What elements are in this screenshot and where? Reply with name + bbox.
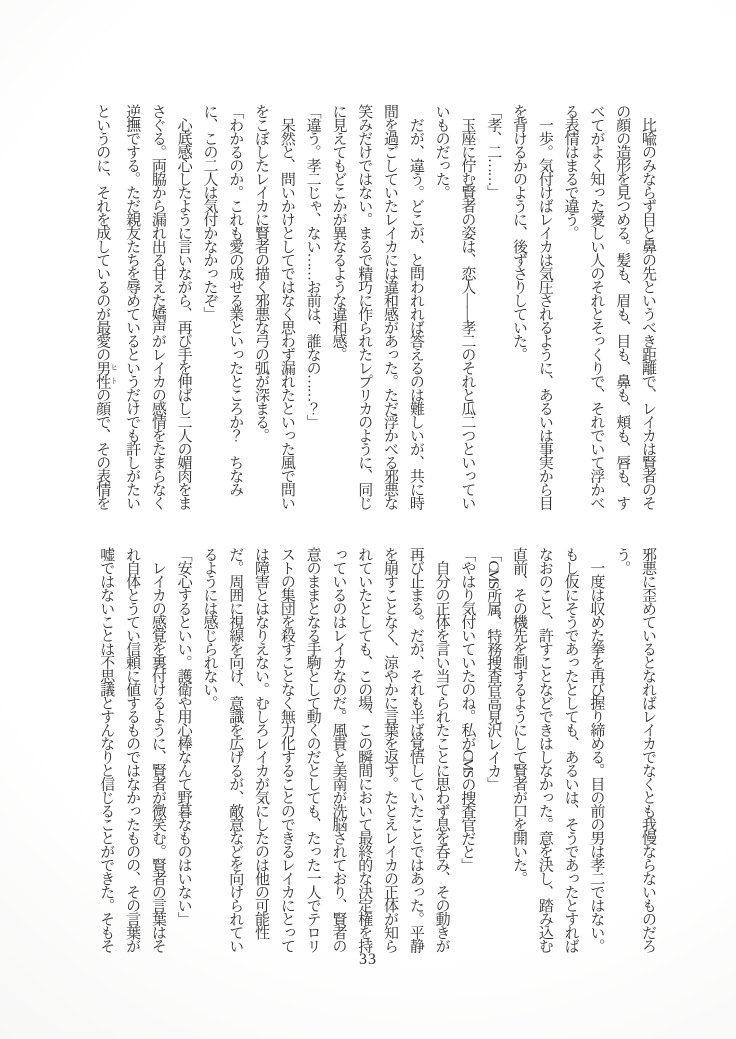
text-line: っているのはレイカなのだ。風貴と美南が洗脳されており、賢者の <box>330 547 347 952</box>
text-line: 「やはり気付いていたのね。私がCMSの捜査官だと」 <box>459 547 476 872</box>
ruby-annotation: 男性 ヒト <box>94 360 119 388</box>
text-line: を背けるかのように、後ずさりしていた。 <box>511 104 528 361</box>
text-line: 意のままとなる手駒として動くのだとしても、たった一人でテロリ <box>304 547 321 952</box>
text-line: なおのこと、許すことなどできはしなかった。意を決し、踏み込む <box>536 547 553 952</box>
text-line: 比喩のみならず目と鼻の先というべき距離で、レイカは賢者のそ <box>640 104 656 509</box>
text-line: れていたとしても、この場、この瞬間において最終的な決定権を持 <box>356 547 373 952</box>
text-line: 邪悪に歪めているとなればレイカでなくとも我慢ならないものだろ <box>640 547 656 952</box>
text-line: 直前、その機先を制するようにして賢者が口を開いた。 <box>511 547 528 885</box>
text-line: 「安心するといい。護衛や用心棒なんて野暮なものはいない」 <box>175 547 192 925</box>
text-line: 「CMS所属、特務捜査官高見沢レイカ」 <box>485 547 502 791</box>
text-line: 「孝、二……」 <box>485 104 502 199</box>
text-line: は障害とはなりえない。むしろレイカが気にしたのは他の可能性 <box>253 547 270 939</box>
text-block-upper <box>88 104 660 509</box>
text-line: るようには感じられない。 <box>201 547 218 709</box>
text-line: 呆然と、問いかけとしてではなく思わず漏れたといった風で問い <box>278 104 295 509</box>
text-line: る表情はまるで違う。 <box>562 104 579 239</box>
text-line: 逆撫でする。ただ親友たちを辱めているというだけでも許しがたい <box>124 104 141 509</box>
text-line: 自分の正体を言い当てられたことに思わず息を呑み、その動きが <box>433 547 450 952</box>
text-line: う。 <box>614 547 631 574</box>
text-line: 一度は収めた拳を再び握り締める。目の前の男は孝二ではない。 <box>588 547 605 952</box>
text-line: れ自体とうてい信頼に値するものではなかったものの、その言葉が <box>124 547 141 952</box>
text-line: だが、違う。どこが、と問われれば答えるのは難しいが、共に時 <box>407 104 424 509</box>
text-block-lower <box>92 547 660 952</box>
text-line: 一歩。気付けばレイカは気圧されるように、あるいは事実から目 <box>536 104 553 509</box>
text-line: ストの集団を殺すことなく無力化することのできるレイカにとって <box>278 547 295 952</box>
text-line: 玉座に佇む賢者の姿は、恋人――孝二のそれと瓜二つといってい <box>459 104 476 509</box>
text-line: というのに、それを成しているのが最愛の男性 ヒトの顔で、その表情を <box>94 104 119 509</box>
text-line: の顔の造形を見つめる。髪も、眉も、目も、鼻も、頬も、唇も、す <box>614 104 631 509</box>
text-line: 笑みだけではない。まるで精巧に作られたレプリカのように、同じ <box>356 104 373 509</box>
text-line: 「違う。孝二じゃ、ない……お前は、誰なの……？」 <box>304 104 321 428</box>
text-line: だ。周囲に視線を向け、意識を広げるが、敵意などを向けられてい <box>227 547 244 952</box>
text-line: に、この二人は気付かなかったぞ」 <box>201 104 218 320</box>
text-line: もし仮にそうであったとしても、あるいは、そうであったとすれば <box>562 547 579 952</box>
text-line: さぐる。両脇から漏れ出る甘えた嬌声がレイカの感情をたまらなく <box>149 104 166 509</box>
text-line: 再び止まる。だが、それも半ば覚悟していたことではあった。平静 <box>407 547 424 952</box>
text-line: をこぼしたレイカに賢者の描く邪悪な弓の弧が深まる。 <box>253 104 270 442</box>
text-line: いものだった。 <box>433 104 450 199</box>
text-line: 間を過ごしていたレイカには違和感があった。ただ浮かべる邪悪な <box>382 104 399 509</box>
text-line: 嘘ではないことは不思議とすんなりと信じることができた。そもそ <box>98 547 115 952</box>
text-line: レイカの感覚を裏付けるように、賢者が微笑む。賢者の言葉はそ <box>149 547 166 952</box>
text-line: に見えてもどこかが異なるような違和感。 <box>330 104 347 361</box>
text-line: を崩すことなく、涼やかに言葉を返す。たとえレイカの正体が知ら <box>382 547 399 952</box>
page-number: 33 <box>359 951 377 968</box>
text-line: 心底感心したように言いながら、再び手を伸ばし二人の媚肉をま <box>175 104 192 509</box>
text-line: 「わかるのか。これも愛の成せる業といったところか？ ちなみ <box>227 104 244 496</box>
text-line: べてがよく知った愛しい人のそれとそっくりで、それでいて浮かべ <box>588 104 605 509</box>
